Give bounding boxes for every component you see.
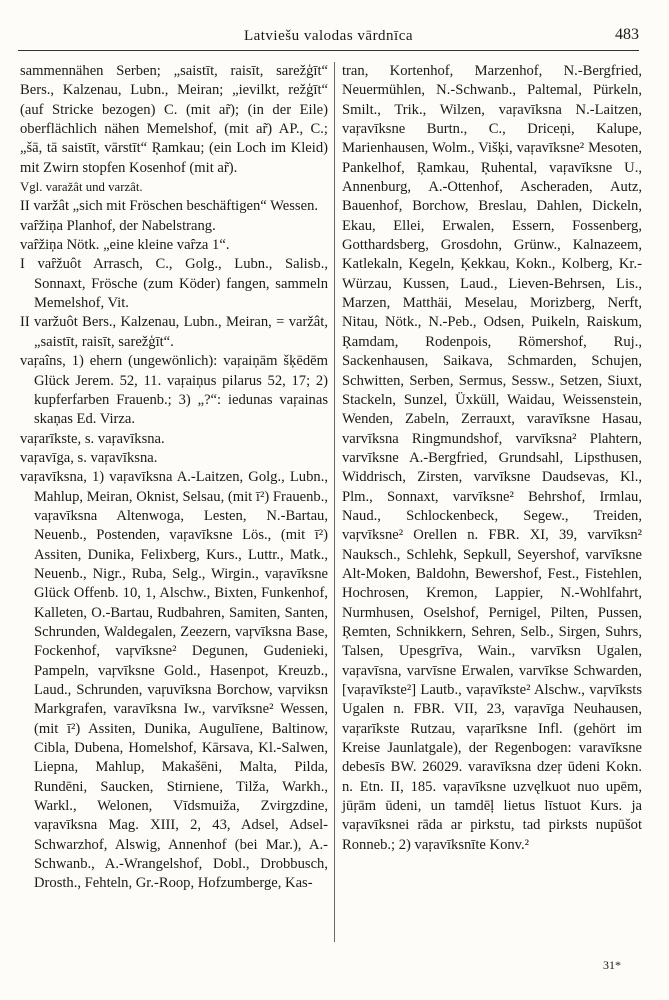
entry-text: vaŗavīksna, 1) vaŗavīksna A.-Laitzen, Golg., Lubn., Mahlup, Meiran, Oknist, Selsau, (mit ī²) Frauenb., vaŗavīksna Altenwoga, Lesten, N.-Bartau, Neuenb., Postenden, vaŗavīksne Lös., (mit ī²) Assiten, Dunika, Felixberg, Kurs., Luttr., Matk., Neuenb., Nigr., Ruba, Selg., Wirgin., vaŗavīksne Glück Offenb. 10, 1, Alschw., Bixten, Funkenhof, Kalleten, O.-Bartau, Rudbahren, Samiten, Santen, Schrunden, Waldegalen, Zeezern, vaŗvīksna Base, Fockenhof, vaŗvīksne² Degunen, Gudenieki, Pampeln, vaŗvīksne Gold., Hasenpot, Kreuzb., Laud., Schrunden, vaŗuvīksna Borchow, vaŗviksn Markgrafen, varavīksna Iw., varvīksne² Wessen, (mit ī²) Assiten, Dunika, Augulīene, Baltinow, Cibla, Dubena, Homelshof, Kārsava, Kl.-Salwen, Liepna, Mahlup, Makašēni, Malta, Pilda, Rundēni, Saucken, Stirniene, Tilža, Warkh., Warkl., Welonen, Vīdsmuiža, Zvirgzdine, vaŗavīksna Mag. XIII, 2, 43, Adsel, Adsel-Schwarzhof, Alswig, Annenhof (bei Mar.), A.-Schwanb., A.-Wrangelshof, Dobl., Drobbusch, Drosth., Fehteln, Gr.-Roop, Hofzumberge, Kas- bbox=[20, 469, 328, 892]
entry-text: II varžuôt Bers., Kalzenau, Lubn., Meiran, = varžât, „saistīt, raisīt, sarežģīt“. bbox=[20, 314, 328, 350]
entry-text: tran, Kortenhof, Marzenhof, N.-Bergfried, Neuermühlen, N.-Schwanb., Paltemal, Pürkeln, Smilt., Trik., Wilzen, vaŗavīksna N.-Laitzen, vaŗavīksne Burtn., C., Driceņi, Kalupe, Marienhausen, Wolm., Višķi, vaŗavīksne² Mesoten, Pankelhof, Ŗamkau, Ŗuhental, vaŗavīksne U., Annenburg, A.-Ottenhof, Ascheraden, Autz, Bauenhof, Borchow, Breslau, Dahlen, Dickeln, Ekau, Ellei, Erwalen, Essern, Fossenberg, Gotthardsberg, Grosdohn, Grünw., Kalnazeem, Katlekaln, Kegeln, Ķekkau, Kokn., Kolberg, Kr.-Würzau, Kussen, Laud., Lieven-Behrsen, Lis., Marzen, Matthäi, Meselau, Morizberg, Nerft, Nitau, Nötk., N.-Peb., Odsen, Puikeln, Raiskum, Ŗamdam, Rodenpois, Römershof, Ruj., Sackenhausen, Saikava, Schmarden, Schujen, Schwitten, Serben, Sermus, Sessw., Setzen, Siuxt, Stackeln, Sunzel, Üxküll, Waidau, Weissenstein, Wenden, Zabeln, Zerrauxt, varavīksne Hasau, varvīksna Ringmundshof, varvīksna² Plahtern, varvīksne A.-Bergfried, Grundsahl, Lipsthusen, Widdrisch, Zirsten, varvīksne Daudsevas, Kl., Plm., Sonnaxt, varvīksne² Behrshof, Irmlau, Naud., Schlockenbeck, Segew., Treiden, vaŗvīksne² Orellen n. FBR. XI, 39, varvīksn² Nauksch., Schlehk, Sepkull, Seyershof, varvīksne Alt-Moken, Baldohn, Bewershof, Fest., Fistehlen, Hochrosen, Kremon, Lappier, N.-Wohlfahrt, Nurmhusen, Oselshof, Pernigel, Pilten, Pussen, Ŗemten, Schnikkern, Sehren, Selb., Sirgen, Suhrs, Talsen, Upesgrīva, Wain., varvīksn Ugalen, vaŗavīsna, varvīsne Erwalen, varvīkse Schwarden, [vaŗavīkste²] Lautb., vaŗavīkste² Alschw., vaŗvīksts Ugalen n. FBR. VII, 23, vaŗavīga Neuhausen, vaŗarīkste Rutzau, vaŗarīksne Infl. (gehört im Kreise Jaunlatgale), der Regenbogen: varavīksne debesīs BW. 26029. varavīksna dzeŗ ūdeni Kokn. n. Etn. II, 185. vaŗavīksne uzvęlkuot nuo upēm, jūŗām ūdeni, un tamdēļ lietus līstuot Kurs. ja vaŗavīksnei rāda ar pirkstu, tad pirksts nupūšot Ronneb.; 2) vaŗavīksnīte Konv.² bbox=[342, 63, 642, 853]
right-column bbox=[342, 62, 642, 855]
entry-text: II varžât „sich mit Fröschen beschäftigen“ Wessen. bbox=[20, 198, 319, 215]
entry-text: Vgl. varažât und varzât. bbox=[20, 180, 143, 195]
entry-text: vaȓžiņa Planhof, der Nabelstrang. bbox=[20, 217, 216, 234]
left-column bbox=[20, 62, 328, 894]
page-number: 483 bbox=[615, 26, 639, 43]
page-header bbox=[18, 22, 639, 51]
entry-text: vaŗaîns, 1) ehern (ungewönlich): vaŗaiņām šķēdēm Glück Jerem. 52, 11. vaŗaiņus pilarus 52, 17; 2) kupferfarben Frauenb.; 3) „?“: iedunas vaŗainas skaņas Ed. Virza. bbox=[20, 353, 328, 428]
entry-text: vaȓžiņa Nötk. „eine kleine vaȓza 1“. bbox=[20, 237, 230, 254]
entry-text: vaŗavīga, s. vaŗavīksna. bbox=[20, 449, 158, 466]
entry-text: vaŗarīkste, s. vaŗavīksna. bbox=[20, 430, 165, 447]
entry-text: I vaȓžuôt Arrasch, C., Golg., Lubn., Salisb., Sonnaxt, Frösche (zum Köder) fangen, sammeln Memelshof, Vit. bbox=[20, 256, 328, 312]
signature-mark: 31* bbox=[603, 958, 621, 972]
column-divider bbox=[334, 62, 335, 942]
entry-text: sammennähen Serben; „saistīt, raisīt, sarežģīt“ Bers., Kalzenau, Lubn., Meiran; „ievilkt, režģīt“ (auf Stricke bezogen) C. (mit ar̃); (in der Eile) oberflächlich nähen Memelshof, (mit ar̃) AP., C.; „šā, tā saistīt, vārstīt“ Ŗamkau; (ein Loch im Kleid) mit Zwirn stopfen Kosenhof (mit ar̃). bbox=[20, 63, 328, 176]
running-title: Latviešu valodas vārdnīca bbox=[243, 28, 414, 44]
